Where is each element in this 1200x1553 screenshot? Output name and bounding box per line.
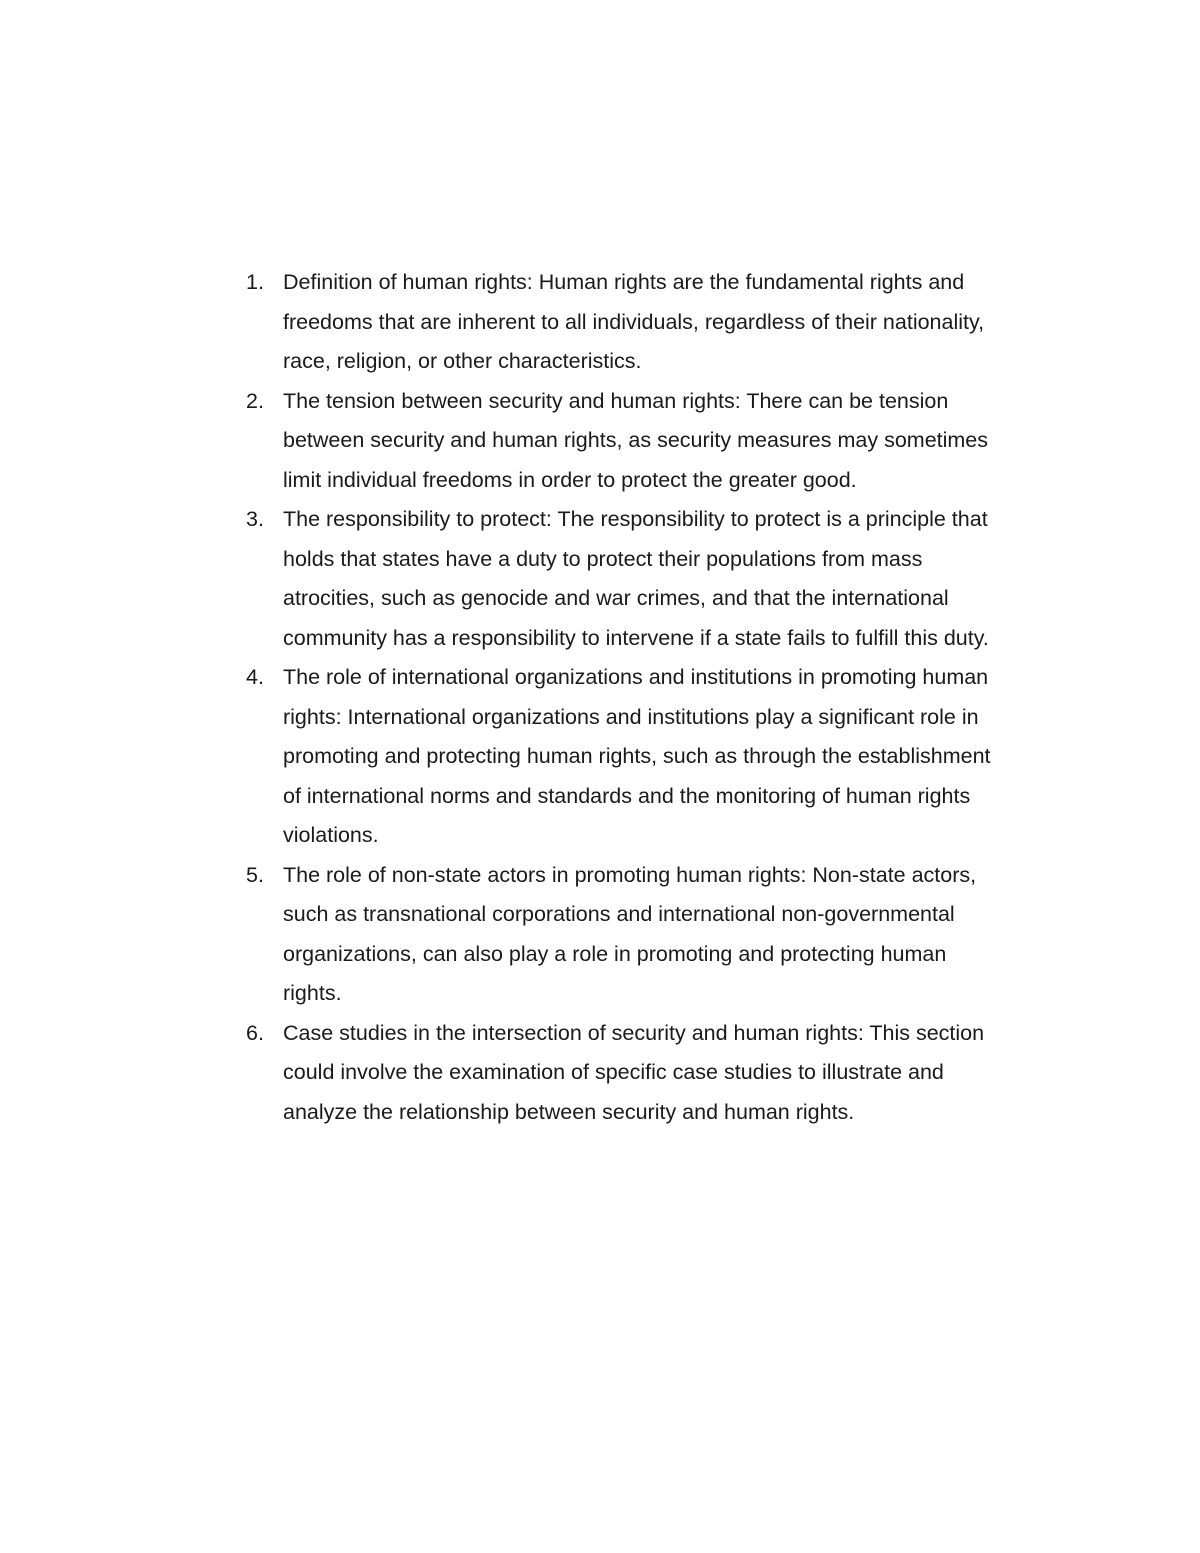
list-item-number: 3.: [246, 507, 264, 531]
list-item-text: The responsibility to protect: The responsibility to protect is a principle that holds that states have a duty to protect their populations from mass atrocities, such as genocide and war crimes, and that the international community has a responsibility to intervene if a state fails to fulfill this duty.: [283, 507, 989, 650]
list-item-text: The role of international organizations and institutions in promoting human rights: International organizations and institutions play a significant role in promoting and protecting human rights, such as through the establishment of international norms and standards and the monitoring of human rights violations.: [283, 665, 991, 847]
list-item-number: 5.: [246, 862, 264, 887]
list-item: [240, 1014, 1000, 1133]
list-item-number: 6.: [246, 1020, 264, 1045]
list-item: [240, 856, 1000, 1014]
list-item: [240, 658, 1000, 856]
list-item-number: 1.: [246, 270, 264, 294]
list-item-text: Definition of human rights: Human rights are the fundamental rights and freedoms that are inherent to all individuals, regardless of their nationality, race, religion, or other characteristics.: [283, 270, 985, 373]
list-item: [240, 500, 1000, 658]
list-item-text: Case studies in the intersection of security and human rights: This section could involve the examination of specific case studies to illustrate and analyze the relationship between security and human rights.: [283, 1020, 985, 1124]
list-item-text: The tension between security and human rights: There can be tension between security and human rights, as security measures may sometimes limit individual freedoms in order to protect the greater good.: [283, 388, 989, 492]
list-item-number: 2.: [246, 388, 264, 413]
list-item-number: 4.: [246, 665, 264, 689]
list-item: [240, 263, 1000, 382]
list-item: [240, 382, 1000, 501]
list-item-text: The role of non-state actors in promoting human rights: Non-state actors, such as transnational corporations and international non-governmental organizations, can also play a role in promoting and protecting human rights.: [283, 862, 977, 1005]
numbered-list: [240, 263, 1000, 1132]
